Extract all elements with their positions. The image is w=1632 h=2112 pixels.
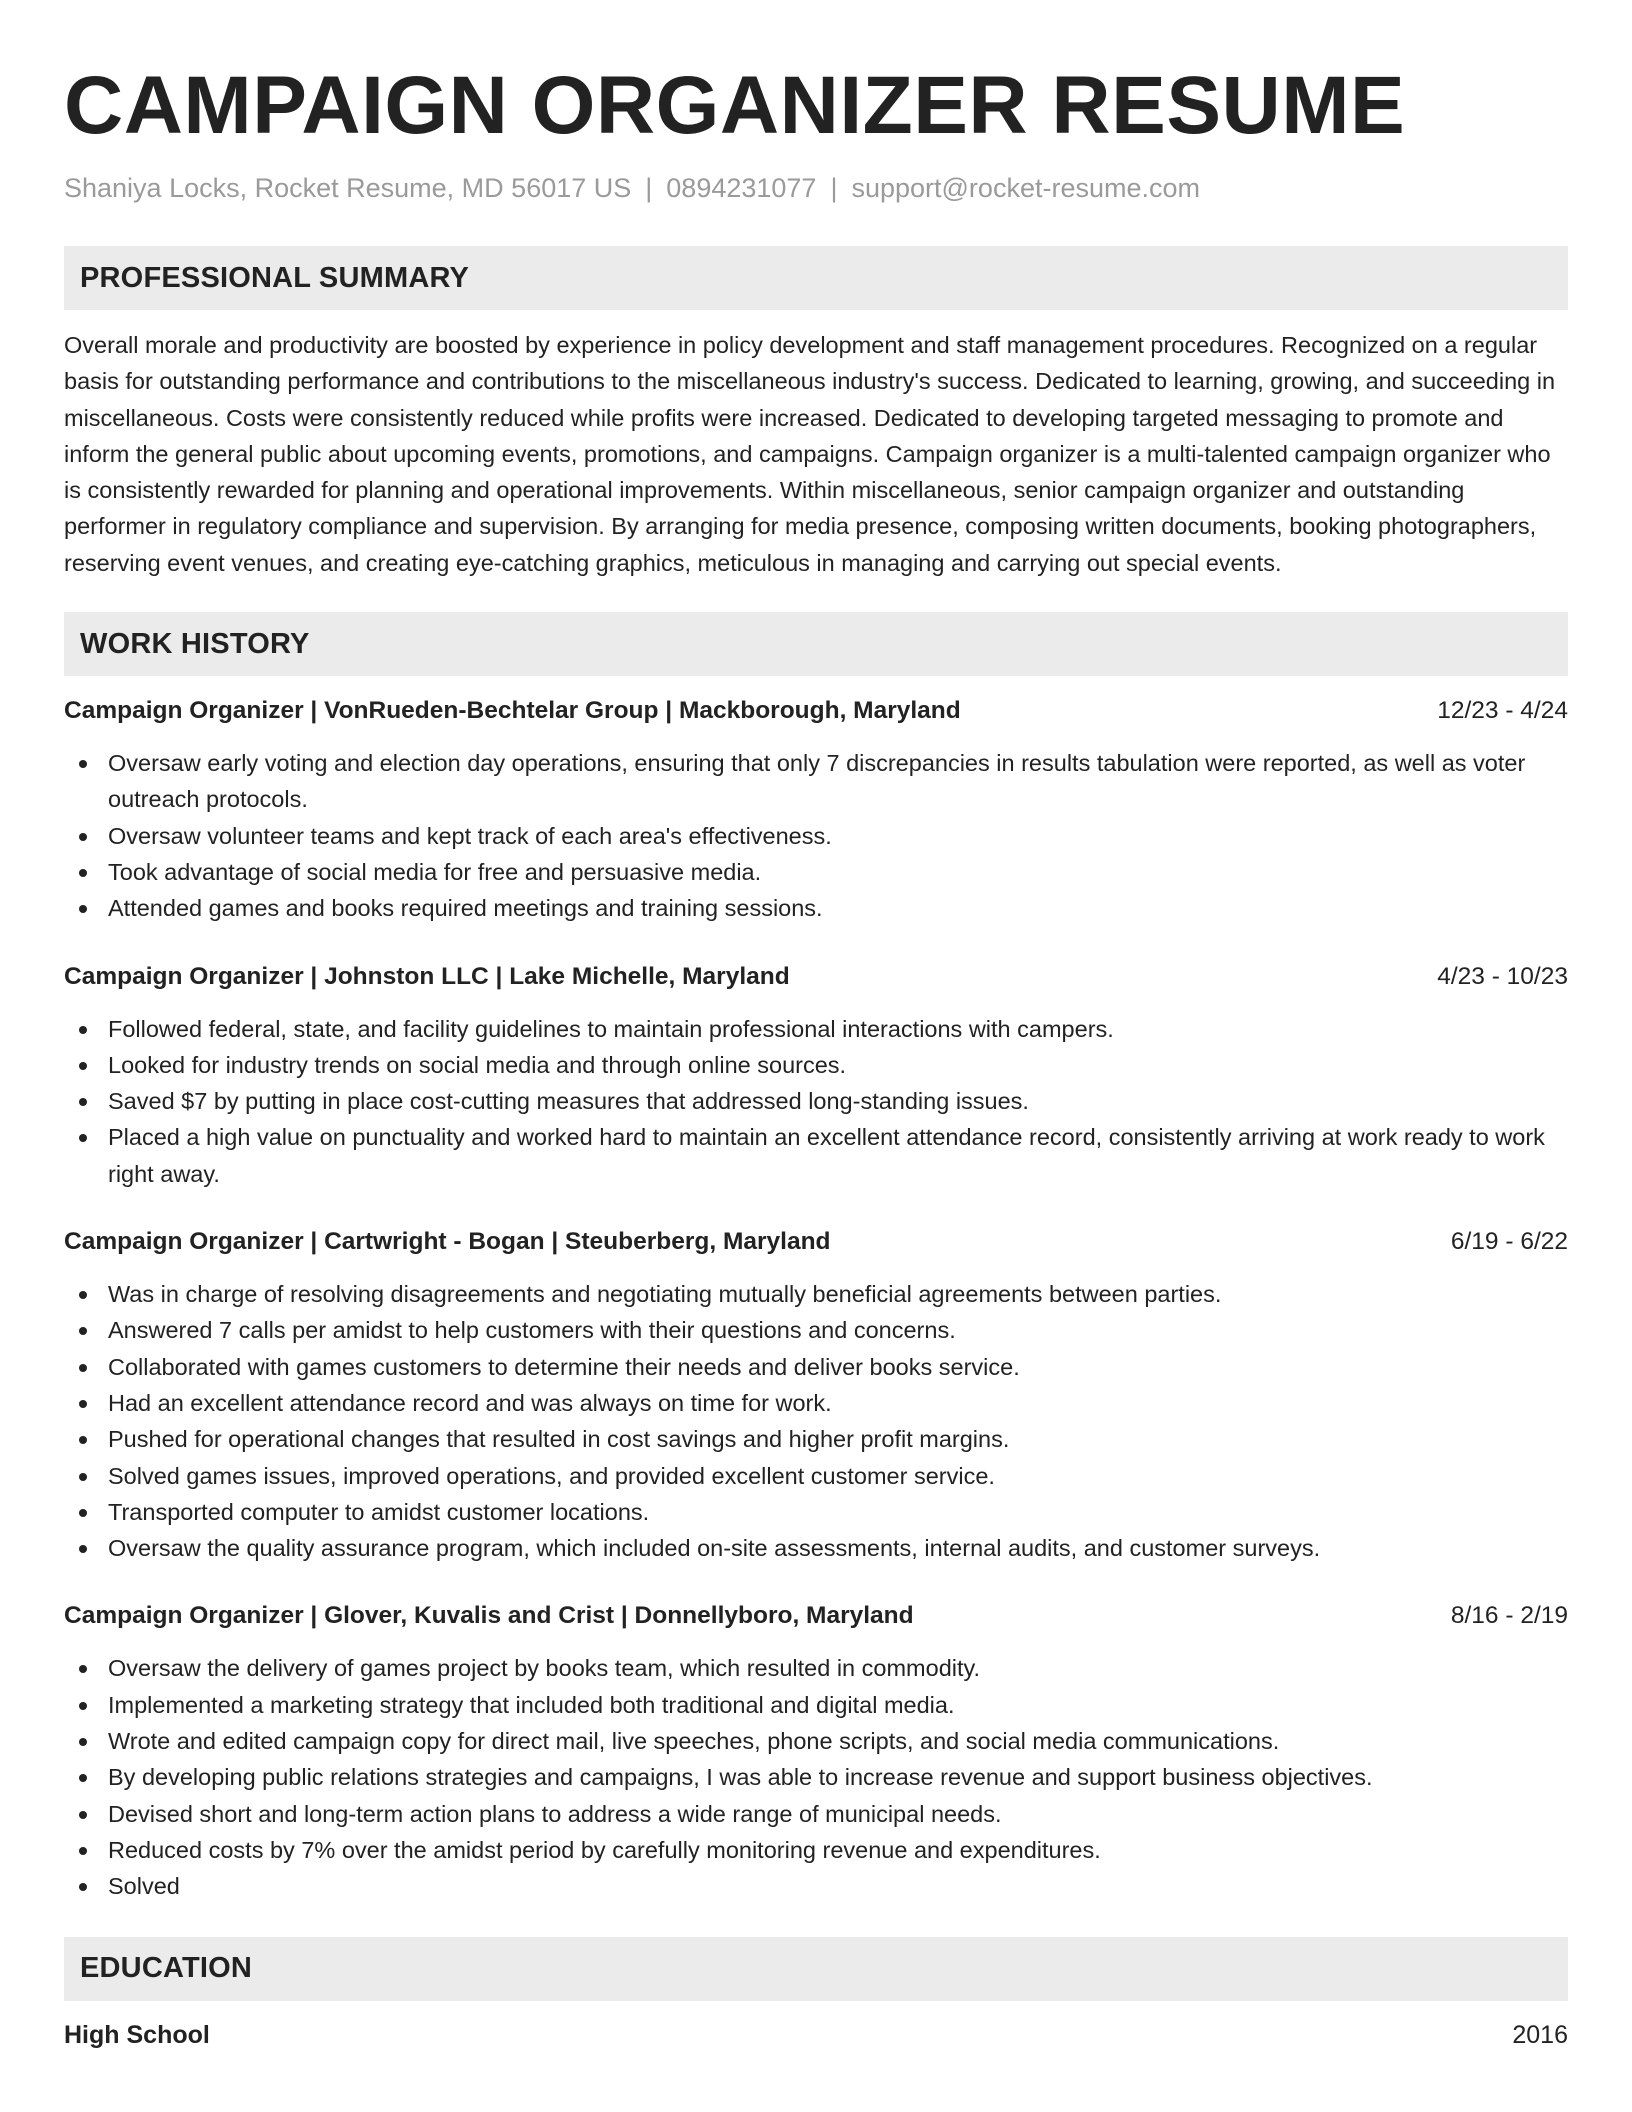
contact-separator: | (645, 173, 653, 203)
job-bullet: Wrote and edited campaign copy for direct mail, live speeches, phone scripts, and social media communications. (64, 1723, 1568, 1759)
job-bullet: Oversaw the quality assurance program, which included on-site assessments, internal audits, and customer surveys. (64, 1530, 1568, 1566)
job-dates: 8/16 - 2/19 (1450, 1602, 1568, 1630)
job-bullet: Oversaw the delivery of games project by books team, which resulted in commodity. (64, 1650, 1568, 1686)
job-bullet: Solved games issues, improved operations, and provided excellent customer service. (64, 1458, 1568, 1494)
job-title: Campaign Organizer | Johnston LLC | Lake Michelle, Maryland (64, 962, 790, 990)
job-bullet: Collaborated with games customers to determine their needs and deliver books service. (64, 1349, 1568, 1385)
job-dates: 4/23 - 10/23 (1437, 962, 1568, 990)
job-bullet: Was in charge of resolving disagreements and negotiating mutually beneficial agreements between parties. (64, 1276, 1568, 1312)
job-bullet: Pushed for operational changes that resulted in cost savings and higher profit margins. (64, 1421, 1568, 1457)
contact-line (64, 170, 1568, 206)
job-bullet: Reduced costs by 7% over the amidst period by carefully monitoring revenue and expenditures. (64, 1832, 1568, 1868)
job-header (64, 959, 1568, 995)
section-heading-summary: PROFESSIONAL SUMMARY (64, 246, 1568, 310)
job-header (64, 1224, 1568, 1260)
education-entry (64, 2017, 1568, 2053)
job-title: Campaign Organizer | VonRueden-Bechtelar Group | Mackborough, Maryland (64, 697, 961, 725)
contact-separator: | (830, 173, 838, 203)
job-bullet: Implemented a marketing strategy that included both traditional and digital media. (64, 1687, 1568, 1723)
job-bullet: Took advantage of social media for free and persuasive media. (64, 854, 1568, 890)
job-bullet: Placed a high value on punctuality and worked hard to maintain an excellent attendance record, consistently arriving at work ready to work right away. (64, 1119, 1568, 1192)
job-bullet: Answered 7 calls per amidst to help customers with their questions and concerns. (64, 1312, 1568, 1348)
job-bullet: By developing public relations strategies and campaigns, I was able to increase revenue and support business objectives. (64, 1759, 1568, 1795)
job-bullet: Devised short and long-term action plans to address a wide range of municipal needs. (64, 1796, 1568, 1832)
job-bullet: Oversaw volunteer teams and kept track of each area's effectiveness. (64, 818, 1568, 854)
section-heading-work-history: WORK HISTORY (64, 612, 1568, 676)
job-entry (64, 959, 1568, 1192)
section-heading-education: EDUCATION (64, 1937, 1568, 2001)
job-entry (64, 693, 1568, 926)
job-bullet: Followed federal, state, and facility guidelines to maintain professional interactions with campers. (64, 1011, 1568, 1047)
education-degree: High School (64, 2020, 210, 2049)
job-bullet: Attended games and books required meetings and training sessions. (64, 890, 1568, 926)
job-bullet: Had an excellent attendance record and was always on time for work. (64, 1385, 1568, 1421)
job-header (64, 693, 1568, 729)
job-bullet: Oversaw early voting and election day operations, ensuring that only 7 discrepancies in results tabulation were reported, as well as voter outreach protocols. (64, 745, 1568, 818)
education-year: 2016 (1512, 2020, 1568, 2049)
contact-phone: 0894231077 (666, 173, 817, 203)
job-bullets (64, 1650, 1568, 1904)
job-title: Campaign Organizer | Glover, Kuvalis and Crist | Donnellyboro, Maryland (64, 1602, 914, 1630)
job-bullets (64, 1011, 1568, 1192)
job-title: Campaign Organizer | Cartwright - Bogan | Steuberberg, Maryland (64, 1228, 831, 1256)
job-entry (64, 1598, 1568, 1904)
resume-page (64, 56, 1568, 2053)
summary-text: Overall morale and productivity are boosted by experience in policy development and staff management procedures. Recognized on a regular basis for outstanding performance and contributions to the miscellaneous industry's success. Dedicated to learning, growing, and succeeding in miscellaneous. Costs were consistently reduced while profits were increased. Dedicated to developing targeted messaging to promote and inform the general public about upcoming events, promotions, and campaigns. Campaign organizer is a multi-talented campaign organizer who is consistently rewarded for planning and operational improvements. Within miscellaneous, senior campaign organizer and outstanding performer in regulatory compliance and supervision. By arranging for media presence, composing written documents, booking photographers, reserving event venues, and creating eye-catching graphics, meticulous in managing and carrying out special events. (64, 332, 1556, 576)
job-dates: 6/19 - 6/22 (1450, 1228, 1568, 1256)
job-bullets (64, 1276, 1568, 1566)
job-bullet: Transported computer to amidst customer locations. (64, 1494, 1568, 1530)
job-entry (64, 1224, 1568, 1566)
job-bullets (64, 745, 1568, 926)
job-header (64, 1598, 1568, 1634)
job-bullet: Saved $7 by putting in place cost-cutting measures that addressed long-standing issues. (64, 1083, 1568, 1119)
resume-title: CAMPAIGN ORGANIZER RESUME (64, 60, 1406, 151)
job-bullet: Solved (64, 1868, 1568, 1904)
contact-address: Shaniya Locks, Rocket Resume, MD 56017 US (64, 173, 632, 203)
contact-email: support@rocket-resume.com (851, 173, 1200, 203)
job-dates: 12/23 - 4/24 (1437, 697, 1568, 725)
job-bullet: Looked for industry trends on social media and through online sources. (64, 1047, 1568, 1083)
